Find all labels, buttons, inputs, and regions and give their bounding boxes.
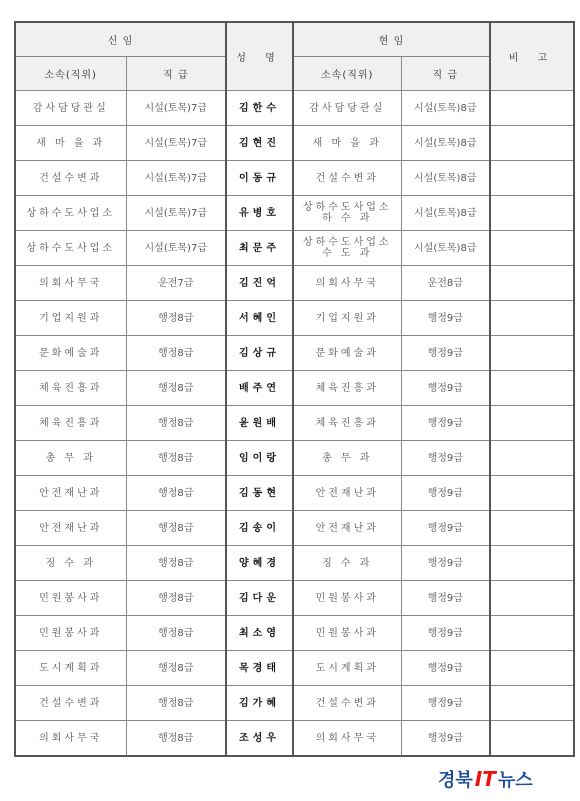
current-grade-cell: 행정9급	[401, 511, 490, 546]
note-cell	[490, 301, 574, 336]
current-grade-cell: 행정9급	[401, 441, 490, 476]
new-org-cell: 민원봉사과	[15, 616, 126, 651]
current-org-cell: 건설수변과	[293, 161, 401, 196]
new-org-cell: 기업지원과	[15, 301, 126, 336]
name-header: 성 명	[226, 22, 293, 91]
table-row	[15, 651, 574, 686]
new-grade-cell: 시설(토목)7급	[126, 161, 226, 196]
current-grade-cell: 행정9급	[401, 721, 490, 757]
new-grade-cell: 행정8급	[126, 371, 226, 406]
new-org-cell: 문화예술과	[15, 336, 126, 371]
new-org-cell: 안전재난과	[15, 476, 126, 511]
note-cell	[490, 686, 574, 721]
note-cell	[490, 231, 574, 266]
table-row	[15, 266, 574, 301]
current-org-cell: 징 수 과	[293, 546, 401, 581]
current-grade-cell: 행정9급	[401, 301, 490, 336]
note-cell	[490, 406, 574, 441]
name-cell: 양혜경	[226, 546, 293, 581]
note-cell	[490, 616, 574, 651]
new-grade-cell: 행정8급	[126, 476, 226, 511]
current-grade-cell: 시설(토목)8급	[401, 231, 490, 266]
table-row	[15, 721, 574, 757]
table-row	[15, 91, 574, 126]
name-cell: 김다운	[226, 581, 293, 616]
watermark-right: 뉴스	[497, 770, 533, 791]
personnel-table	[14, 21, 575, 757]
current-org-cell: 문화예술과	[293, 336, 401, 371]
current-grade-cell: 행정9급	[401, 371, 490, 406]
new-grade-cell: 시설(토목)7급	[126, 196, 226, 231]
current-grade-cell: 행정9급	[401, 581, 490, 616]
current-org-cell: 상하수도사업소 하 수 과	[293, 196, 401, 231]
name-cell: 목경태	[226, 651, 293, 686]
new-grade-cell: 행정8급	[126, 651, 226, 686]
current-org-cell: 상하수도사업소 수 도 과	[293, 231, 401, 266]
new-grade-cell: 시설(토목)7급	[126, 91, 226, 126]
note-header: 비 고	[490, 22, 574, 91]
note-cell	[490, 91, 574, 126]
note-cell	[490, 721, 574, 757]
current-org-cell: 의회사무국	[293, 721, 401, 757]
new-grade-cell: 행정8급	[126, 721, 226, 757]
new-grade-cell: 행정8급	[126, 546, 226, 581]
new-org-cell: 도시계획과	[15, 651, 126, 686]
note-cell	[490, 371, 574, 406]
new-org-cell: 건설수변과	[15, 686, 126, 721]
new-org-cell: 의회사무국	[15, 721, 126, 757]
table-row	[15, 301, 574, 336]
name-cell: 최문주	[226, 231, 293, 266]
new-org-cell: 체육진흥과	[15, 371, 126, 406]
current-org-cell: 안전재난과	[293, 511, 401, 546]
new-grade-cell: 행정8급	[126, 301, 226, 336]
new-grade-cell: 행정8급	[126, 336, 226, 371]
new-org-cell: 총 무 과	[15, 441, 126, 476]
table-row	[15, 441, 574, 476]
current-grade-cell: 운전8급	[401, 266, 490, 301]
new-org-cell: 안전재난과	[15, 511, 126, 546]
name-cell: 김가혜	[226, 686, 293, 721]
note-cell	[490, 651, 574, 686]
note-cell	[490, 476, 574, 511]
new-org-cell: 건설수변과	[15, 161, 126, 196]
new-org-cell: 민원봉사과	[15, 581, 126, 616]
note-cell	[490, 511, 574, 546]
current-grade-cell: 행정9급	[401, 336, 490, 371]
new-org-cell: 의회사무국	[15, 266, 126, 301]
new-grade-cell: 운전7급	[126, 266, 226, 301]
current-grade-cell: 행정9급	[401, 406, 490, 441]
note-cell	[490, 196, 574, 231]
name-cell: 조성우	[226, 721, 293, 757]
current-grade-cell: 행정9급	[401, 546, 490, 581]
name-cell: 유병호	[226, 196, 293, 231]
new-org-cell: 체육진흥과	[15, 406, 126, 441]
note-cell	[490, 161, 574, 196]
table-row	[15, 546, 574, 581]
new-grade-cell: 시설(토목)7급	[126, 126, 226, 161]
new-org-cell: 징 수 과	[15, 546, 126, 581]
new-grade-cell: 시설(토목)7급	[126, 231, 226, 266]
current-grade-cell: 시설(토목)8급	[401, 126, 490, 161]
current-org-cell: 도시계획과	[293, 651, 401, 686]
current-org-cell: 민원봉사과	[293, 616, 401, 651]
current-grade-cell: 행정9급	[401, 476, 490, 511]
table-row	[15, 476, 574, 511]
new-grade-cell: 행정8급	[126, 581, 226, 616]
new-grade-cell: 행정8급	[126, 406, 226, 441]
current-grade-cell: 행정9급	[401, 616, 490, 651]
current-org-cell: 총 무 과	[293, 441, 401, 476]
new-org-cell: 감사담당관실	[15, 91, 126, 126]
new-grade-cell: 행정8급	[126, 511, 226, 546]
current-grade-header: 직 급	[401, 57, 490, 91]
name-cell: 김동현	[226, 476, 293, 511]
note-cell	[490, 266, 574, 301]
new-position-header: 신 임	[15, 22, 226, 57]
name-cell: 이동규	[226, 161, 293, 196]
table-row	[15, 231, 574, 266]
new-org-header: 소속(직위)	[15, 57, 126, 91]
current-org-cell: 기업지원과	[293, 301, 401, 336]
new-org-cell: 상하수도사업소	[15, 231, 126, 266]
table-row	[15, 161, 574, 196]
note-cell	[490, 581, 574, 616]
name-cell: 윤원배	[226, 406, 293, 441]
table-row	[15, 686, 574, 721]
note-cell	[490, 441, 574, 476]
name-cell: 최소영	[226, 616, 293, 651]
watermark-left: 경북	[438, 770, 473, 791]
table-row	[15, 126, 574, 161]
table-body	[15, 91, 574, 757]
name-cell: 김진억	[226, 266, 293, 301]
new-grade-cell: 행정8급	[126, 441, 226, 476]
current-org-cell: 건설수변과	[293, 686, 401, 721]
note-cell	[490, 336, 574, 371]
table-row	[15, 371, 574, 406]
current-org-cell: 체육진흥과	[293, 406, 401, 441]
name-cell: 임이랑	[226, 441, 293, 476]
current-org-cell: 새 마 을 과	[293, 126, 401, 161]
site-watermark	[438, 765, 568, 793]
name-cell: 김현진	[226, 126, 293, 161]
name-cell: 배주연	[226, 371, 293, 406]
new-grade-cell: 행정8급	[126, 616, 226, 651]
new-org-cell: 상하수도사업소	[15, 196, 126, 231]
current-org-cell: 안전재난과	[293, 476, 401, 511]
table-row	[15, 616, 574, 651]
name-cell: 김한수	[226, 91, 293, 126]
current-org-cell: 민원봉사과	[293, 581, 401, 616]
current-grade-cell: 시설(토목)8급	[401, 91, 490, 126]
current-grade-cell: 행정9급	[401, 686, 490, 721]
current-org-cell: 의회사무국	[293, 266, 401, 301]
name-cell: 김송이	[226, 511, 293, 546]
table-row	[15, 406, 574, 441]
table-row	[15, 511, 574, 546]
table-row	[15, 581, 574, 616]
new-grade-header: 직 급	[126, 57, 226, 91]
current-org-header: 소속(직위)	[293, 57, 401, 91]
current-org-cell: 감사담당관실	[293, 91, 401, 126]
name-cell: 서혜인	[226, 301, 293, 336]
current-position-header: 현 임	[293, 22, 490, 57]
current-grade-cell: 행정9급	[401, 651, 490, 686]
new-org-cell: 새 마 을 과	[15, 126, 126, 161]
name-cell: 김상규	[226, 336, 293, 371]
table-row	[15, 196, 574, 231]
new-grade-cell: 행정8급	[126, 686, 226, 721]
current-grade-cell: 시설(토목)8급	[401, 161, 490, 196]
watermark-it: IT	[474, 767, 496, 791]
table-row	[15, 336, 574, 371]
current-org-cell: 체육진흥과	[293, 371, 401, 406]
current-grade-cell: 시설(토목)8급	[401, 196, 490, 231]
note-cell	[490, 126, 574, 161]
note-cell	[490, 546, 574, 581]
